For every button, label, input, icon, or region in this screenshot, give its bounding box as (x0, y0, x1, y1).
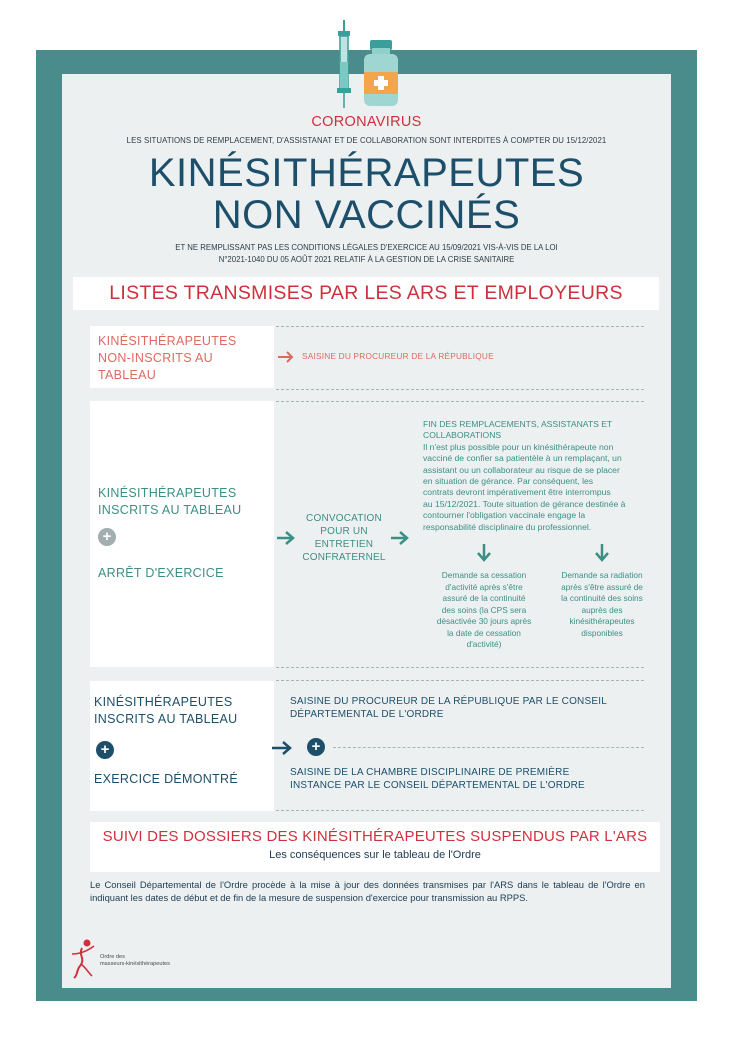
plus-icon: + (307, 738, 325, 756)
info-line: assistant ou un collaborateur au risque de se placer (423, 464, 620, 475)
info-line: contourner l'obligation vaccinale engage la (423, 510, 586, 521)
radiation-text (547, 570, 657, 639)
label-line: NON-INSCRITS AU (98, 351, 213, 365)
info-line: contrats devront impérativement être interrompus (423, 487, 611, 498)
divider (276, 389, 644, 390)
title-line-1: KINÉSITHÉRAPEUTES (148, 151, 585, 195)
divider (276, 667, 644, 668)
outcome-line: assuré de la continuité (442, 593, 526, 603)
saisine-procureur-text: SAISINE DU PROCUREUR DE LA RÉPUBLIQUE (302, 351, 494, 361)
info-title-line: COLLABORATIONS (423, 430, 502, 441)
info-line: vacciné de confier sa patientèle à un remplaçant, un (423, 453, 622, 464)
convocation-line: CONVOCATION (306, 513, 382, 524)
arrow-right-icon (276, 530, 296, 546)
info-line: Il n'est plus possible pour un kinésithérapeute non (423, 441, 614, 452)
outcome-line: d'activité après s'être (445, 581, 523, 592)
action-line: DÉPARTEMENTAL DE L'ORDRE (290, 709, 444, 720)
conditions-text (62, 242, 671, 266)
convocation-line: CONFRATERNEL (302, 552, 386, 563)
outcome-line: la date de cessation (447, 627, 521, 638)
outcome-line: d'activité) (466, 639, 502, 649)
label-line: KINÉSITHÉRAPEUTES (98, 486, 237, 500)
action-line: SAISINE DU PROCUREUR DE LA RÉPUBLIQUE PAR LE CONSEIL (290, 696, 607, 707)
lists-banner-text: LISTES TRANSMISES PAR LES ARS ET EMPLOYEURS (109, 282, 623, 304)
vaccine-illustration (328, 18, 408, 110)
label-line: KINÉSITHÉRAPEUTES (98, 334, 237, 348)
page-title (62, 152, 671, 236)
conditions-line-1: ET NE REMPLISSANT PAS LES CONDITIONS LÉGALES D'EXERCICE AU 15/09/2021 VIS-À-VIS DE LA LOI (175, 243, 558, 252)
coronavirus-tag: CORONAVIRUS (311, 114, 422, 130)
info-title-line: FIN DES REMPLACEMENTS, ASSISTANATS ET (423, 419, 613, 429)
case-inscrits-box (90, 401, 274, 667)
divider (276, 401, 644, 402)
arrow-down-icon (594, 543, 610, 563)
outcome-line: kinésithérapeutes (569, 616, 635, 626)
convocation-line: POUR UN (320, 526, 368, 537)
arrow-right-icon (277, 350, 295, 364)
divider (276, 680, 644, 681)
convocation-text (298, 512, 390, 564)
action-line: INSTANCE PAR LE CONSEIL DÉPARTEMENTAL DE L'ORDRE (290, 780, 585, 791)
logo-line: masseurs-kinésithérapeutes (100, 961, 170, 967)
arrow-down-icon (476, 543, 492, 563)
label-line: INSCRITS AU TABLEAU (94, 712, 238, 726)
arrow-right-icon (271, 740, 293, 756)
lists-banner (73, 277, 659, 310)
vial-icon (364, 40, 398, 106)
label-line: INSCRITS AU TABLEAU (98, 503, 242, 517)
label-line: TABLEAU (98, 368, 157, 382)
fin-remplacements-block (423, 419, 663, 533)
action-line: SAISINE DE LA CHAMBRE DISCIPLINAIRE DE PREMIÈRE (290, 767, 570, 778)
followup-title: SUIVI DES DOSSIERS DES KINÉSITHÉRAPEUTES SUSPENDUS PAR L'ARS (102, 828, 648, 845)
convocation-line: ENTRETIEN (314, 539, 374, 550)
title-line-2: NON VACCINÉS (212, 193, 521, 237)
case-inscrits-label (98, 485, 241, 519)
case-non-inscrits-label (98, 333, 236, 384)
outcome-line: auprès des (581, 604, 623, 615)
interdiction-subtitle: LES SITUATIONS DE REMPLACEMENT, D'ASSISTANAT ET DE COLLABORATION SONT INTERDITES À COMPTER DU 15/12/2021 (126, 136, 607, 145)
outcome-line: Demande sa radiation (561, 570, 643, 580)
label-line: KINÉSITHÉRAPEUTES (94, 695, 233, 709)
arret-exercice-label: ARRÊT D'EXERCICE (98, 566, 224, 580)
saisine-chambre-text (290, 766, 585, 792)
outcome-line: des soins (la CPS sera (441, 604, 527, 615)
saisine-procureur-ordre-text (290, 695, 607, 721)
outcome-line: désactivée 30 jours après (436, 616, 532, 626)
outcome-line: la continuité des soins (561, 593, 643, 603)
ordre-logo-icon (66, 938, 98, 980)
ordre-logo-text (100, 954, 170, 968)
arrow-right-icon (390, 530, 410, 546)
cessation-activite-text (428, 570, 540, 651)
outcome-line: Demande sa cessation (441, 570, 527, 580)
followup-paragraph: Le Conseil Départemental de l'Ordre procède à la mise à jour des données transmises par l'ARS dans le tableau de l'Ordre en indiquant les dates de début et de fin de la mesure de suspension d'exercice pour transmission au RPPS. (90, 879, 645, 903)
case-exercice-label (94, 694, 237, 728)
exercice-demontre-label: EXERCICE DÉMONTRÉ (94, 772, 239, 786)
info-line: en situation de gérance. Par conséquent, les (423, 476, 594, 487)
outcome-line: disponibles (581, 627, 623, 638)
divider (276, 810, 644, 811)
plus-icon: + (96, 741, 114, 759)
followup-banner (90, 822, 660, 872)
plus-icon: + (98, 528, 116, 546)
outcome-line: après s'être assuré de (561, 581, 643, 592)
conditions-line-2: N°2021-1040 DU 05 AOÛT 2021 RELATIF À LA GESTION DE LA CRISE SANITAIRE (218, 255, 515, 264)
info-line: au 15/12/2021. Toute situation de gérance destinée à (423, 498, 626, 509)
syringe-icon (337, 20, 351, 108)
info-line: responsabilité disciplinaire du professionnel. (423, 521, 592, 532)
divider (333, 747, 644, 748)
logo-line: Ordre des (100, 954, 125, 960)
followup-subtitle: Les conséquences sur le tableau de l'Ordre (269, 849, 481, 861)
divider (276, 326, 644, 327)
